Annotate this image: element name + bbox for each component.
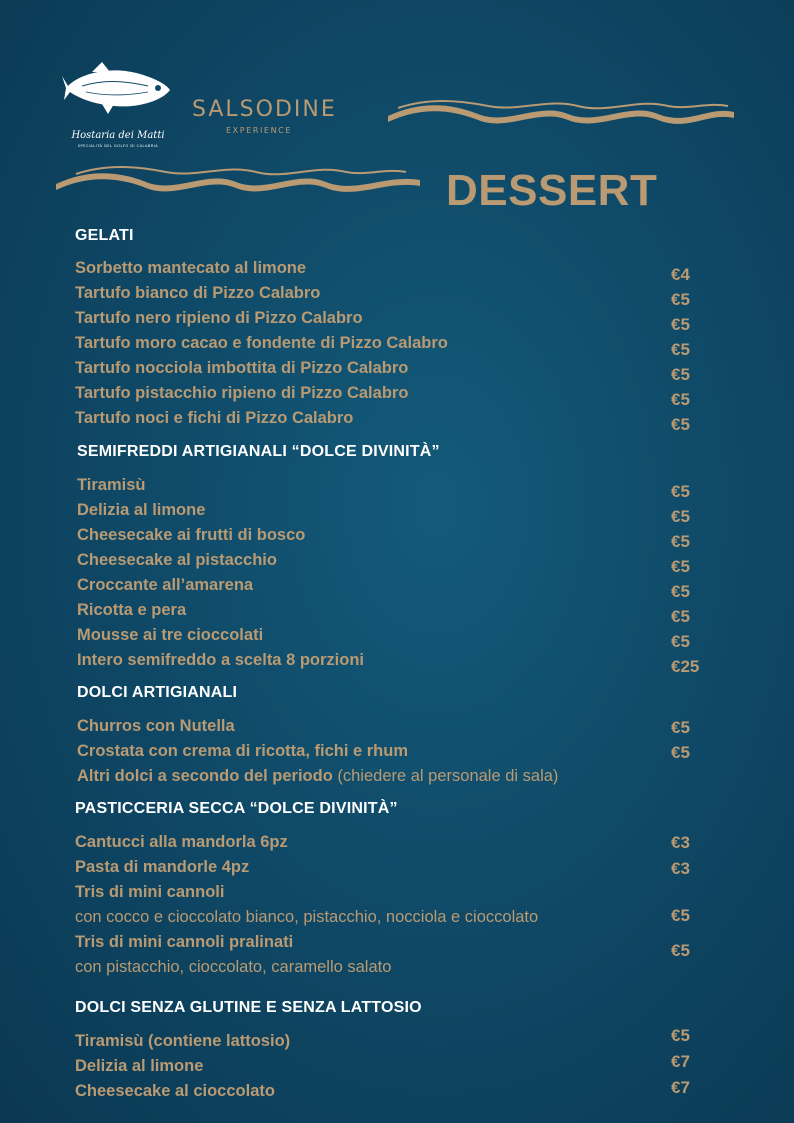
menu-item-name: Altri dolci a secondo del periodo (77, 767, 333, 785)
menu-price: €5 (671, 507, 690, 526)
menu-price: €5 (671, 315, 690, 334)
logo-script: Hostaria dei Matti (71, 130, 165, 141)
menu-item-detail: con cocco e cioccolato bianco, pistacchio, nocciola e cioccolato (75, 908, 539, 926)
menu-item: Cheesecake ai frutti di bosco (77, 526, 306, 544)
menu-price: €3 (671, 833, 690, 852)
menu-item-note: (chiedere al personale di sala) (332, 767, 559, 785)
menu-price: €5 (671, 557, 690, 576)
menu-price: €5 (671, 718, 690, 737)
menu-item: Ricotta e pera (77, 601, 187, 619)
menu-item (77, 767, 558, 786)
menu-price: €5 (671, 532, 690, 551)
page-title: DESSERT (446, 166, 658, 215)
menu-price: €5 (671, 941, 690, 960)
menu-price: €5 (671, 632, 690, 651)
menu-price: €5 (671, 415, 690, 434)
wave-decoration-left (56, 162, 420, 208)
wave-decoration-top (388, 98, 734, 138)
menu-item: Croccante all’amarena (77, 576, 254, 594)
menu-item: Tris di mini cannoli pralinati (75, 933, 294, 951)
menu-item: Pasta di mandorle 4pz (75, 858, 250, 876)
menu-item: Tartufo bianco di Pizzo Calabro (75, 284, 321, 302)
section-title-pasticceria-secca: PASTICCERIA SECCA “DOLCE DIVINITÀ” (75, 800, 398, 817)
menu-item: Delizia al limone (77, 501, 206, 519)
menu-item: Tartufo moro cacao e fondente di Pizzo Calabro (75, 334, 448, 352)
logo-tagline: SPECIALITÀ DEL GOLFO DI CALABRIA (77, 144, 159, 148)
menu-item: Churros con Nutella (77, 717, 235, 735)
menu-price: €5 (671, 582, 690, 601)
menu-price: €3 (671, 859, 690, 878)
menu-price: €5 (671, 743, 690, 762)
menu-item: Cheesecake al pistacchio (77, 551, 277, 569)
menu-item: Delizia al limone (75, 1057, 204, 1075)
menu-price: €5 (671, 365, 690, 384)
menu-item: Mousse ai tre cioccolati (77, 626, 264, 644)
section-title-dolci-artigianali: DOLCI ARTIGIANALI (77, 684, 238, 701)
menu-price: €5 (671, 290, 690, 309)
menu-price: €5 (671, 607, 690, 626)
brand-name: SALSODINE (192, 97, 337, 122)
menu-price: €7 (671, 1078, 690, 1097)
menu-price: €7 (671, 1052, 690, 1071)
menu-item: Tartufo pistacchio ripieno di Pizzo Calabro (75, 384, 409, 402)
menu-price: €5 (671, 482, 690, 501)
section-title-senza-glutine: DOLCI SENZA GLUTINE E SENZA LATTOSIO (75, 999, 422, 1016)
section-title-gelati: GELATI (75, 227, 134, 244)
menu-price: €5 (671, 906, 690, 925)
brand-subtitle: EXPERIENCE (226, 126, 293, 135)
menu-price: €4 (671, 265, 690, 284)
menu-item: Tiramisù (contiene lattosio) (75, 1032, 291, 1050)
menu-item-detail: con pistacchio, cioccolato, caramello salato (75, 958, 392, 976)
menu-item: Tartufo noci e fichi di Pizzo Calabro (75, 409, 354, 427)
menu-price: €5 (671, 1026, 690, 1045)
menu-price: €5 (671, 390, 690, 409)
menu-item: Cheesecake al cioccolato (75, 1082, 275, 1100)
menu-price: €5 (671, 340, 690, 359)
menu-item: Sorbetto mantecato al limone (75, 259, 307, 277)
menu-item: Tiramisù (77, 476, 146, 494)
section-title-semifreddi: SEMIFREDDI ARTIGIANALI “DOLCE DIVINITÀ” (77, 443, 440, 460)
menu-item: Tartufo nero ripieno di Pizzo Calabro (75, 309, 363, 327)
menu-price: €25 (671, 657, 700, 676)
menu-item: Crostata con crema di ricotta, fichi e rhum (77, 742, 408, 760)
menu-item: Intero semifreddo a scelta 8 porzioni (77, 651, 364, 669)
menu-item: Tris di mini cannoli (75, 883, 225, 901)
menu-item: Tartufo nocciola imbottita di Pizzo Calabro (75, 359, 409, 377)
menu-item: Cantucci alla mandorla 6pz (75, 833, 288, 851)
